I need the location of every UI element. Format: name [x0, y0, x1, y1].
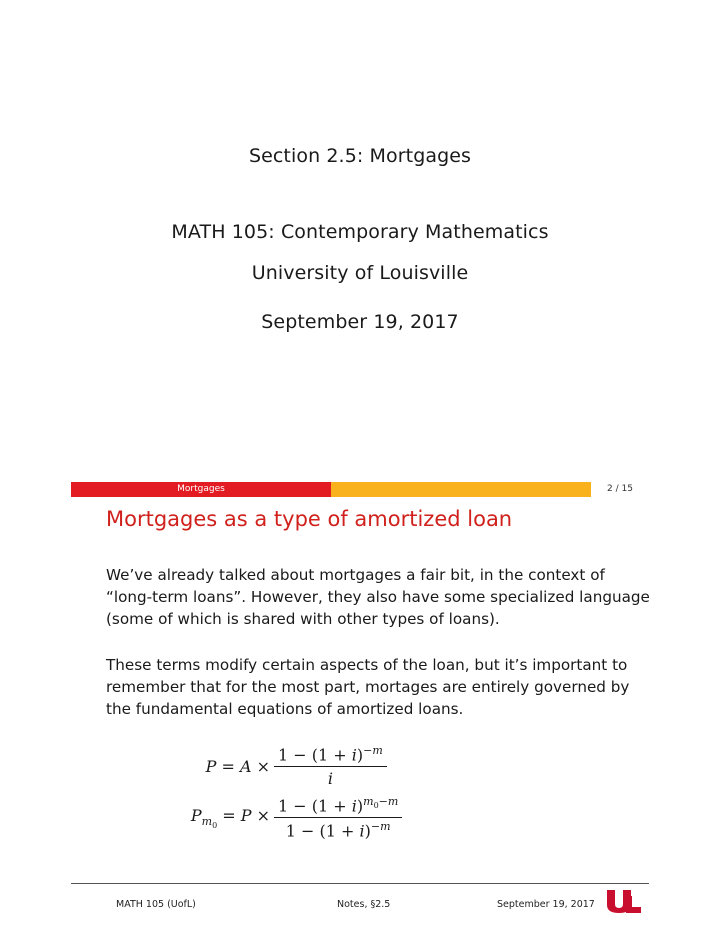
footer-left: MATH 105 (UofL): [116, 899, 196, 910]
paragraph-line: remember that for the most part, mortages are entirely governed by: [106, 678, 630, 696]
institution: University of Louisville: [251, 262, 469, 284]
paragraph-2: [106, 654, 630, 720]
paragraph-line: the fundamental equations of amortized loans.: [106, 700, 464, 718]
section-title: Section 2.5: Mortgages: [248, 145, 472, 167]
footer-rule: [71, 883, 649, 884]
page-number: 2 / 15: [607, 484, 633, 494]
course-title: MATH 105: Contemporary Mathematics: [171, 221, 549, 243]
footer-right: September 19, 2017: [497, 899, 595, 910]
paragraph-line: We’ve already talked about mortgages a fair bit, in the context of: [106, 566, 605, 584]
equation-remaining-balance: $P_{m_0} = P$ × $\frac{1 - (1 + i)^{m_0-m}}{1 - (1 + i)^{-m}}$: [120, 795, 400, 841]
equation-present-value: P = A × $\frac{1 - (1 + i)^{-m}}{i}$: [120, 744, 385, 788]
paragraph-line: These terms modify certain aspects of the loan, but it’s important to: [106, 656, 628, 674]
paragraph-1: [106, 564, 650, 630]
paragraph-line: (some of which is shared with other types of loans).: [106, 610, 500, 628]
header-bar-gold: [331, 482, 591, 497]
university-logo: [605, 888, 645, 914]
header-section-label: Mortgages: [177, 484, 225, 494]
presentation-date: September 19, 2017: [261, 311, 459, 333]
slide-title: Mortgages as a type of amortized loan: [106, 507, 513, 531]
footer-center: Notes, §2.5: [337, 899, 391, 910]
paragraph-line: “long-term loans”. However, they also have some specialized language: [106, 588, 650, 606]
